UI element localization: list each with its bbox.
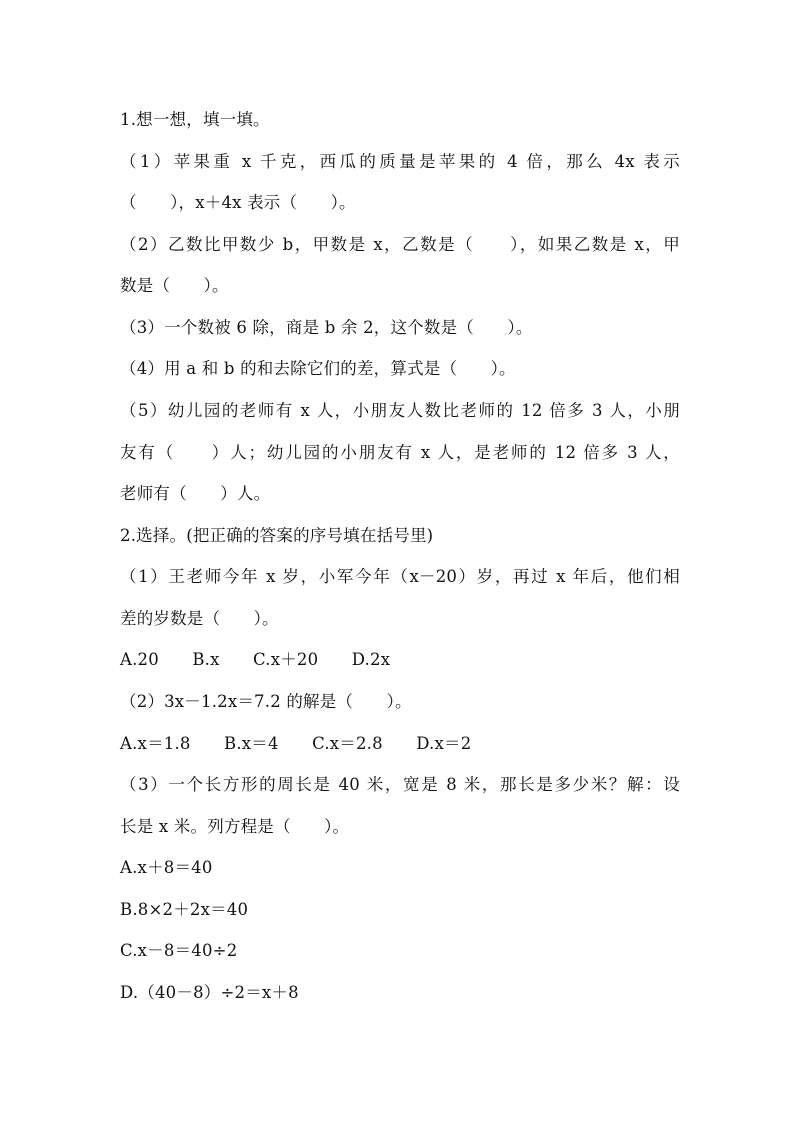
q2-1-line-2: 差的岁数是（ ）。: [120, 609, 279, 628]
q2-1-line-1: （1）王老师今年 x 岁，小军今年（x－20）岁，再过 x 年后，他们相: [120, 567, 680, 586]
q2-3-option-d: D.（40－8）÷2＝x＋8: [120, 983, 299, 1002]
q2-3-option-b: B.8×2＋2x＝40: [120, 900, 249, 919]
q2-3-line-2: 长是 x 米。列方程是（ ）。: [120, 817, 350, 836]
q2-3-option-c: C.x－8＝40÷2: [120, 941, 238, 960]
q1-1-line-2: （ ），x＋4x 表示（ ）。: [120, 193, 356, 212]
q1-5-line-2: 友有（ ）人；幼儿园的小朋友有 x 人，是老师的 12 倍多 3 人，: [120, 443, 680, 462]
q2-1-options: A.20 B.x C.x＋20 D.2x: [120, 650, 391, 669]
q1-2-line-2: 数是（ ）。: [120, 276, 229, 295]
section-1-heading: 1.想一想，填一填。: [120, 110, 270, 129]
q1-4: （4）用 a 和 b 的和去除它们的差，算式是（ ）。: [120, 359, 516, 378]
q1-1-line-1: （1）苹果重 x 千克，西瓜的质量是苹果的 4 倍，那么 4x 表示: [120, 152, 680, 171]
q1-3: （3）一个数被 6 除，商是 b 余 2，这个数是（ ）。: [120, 318, 533, 337]
q2-2-options: A.x＝1.8 B.x＝4 C.x＝2.8 D.x＝2: [120, 734, 472, 753]
section-2-heading: 2.选择。(把正确的答案的序号填在括号里): [120, 526, 434, 545]
q2-3-line-1: （3）一个长方形的周长是 40 米，宽是 8 米，那长是多少米？解：设: [120, 775, 680, 794]
q1-5-line-1: （5）幼儿园的老师有 x 人，小朋友人数比老师的 12 倍多 3 人，小朋: [120, 401, 680, 420]
q2-2: （2）3x－1.2x＝7.2 的解是（ ）。: [120, 692, 412, 711]
q2-3-option-a: A.x＋8＝40: [120, 858, 213, 877]
q1-2-line-1: （2）乙数比甲数少 b，甲数是 x，乙数是（ ），如果乙数是 x，甲: [120, 235, 680, 254]
q1-5-line-3: 老师有（ ）人。: [120, 484, 271, 503]
